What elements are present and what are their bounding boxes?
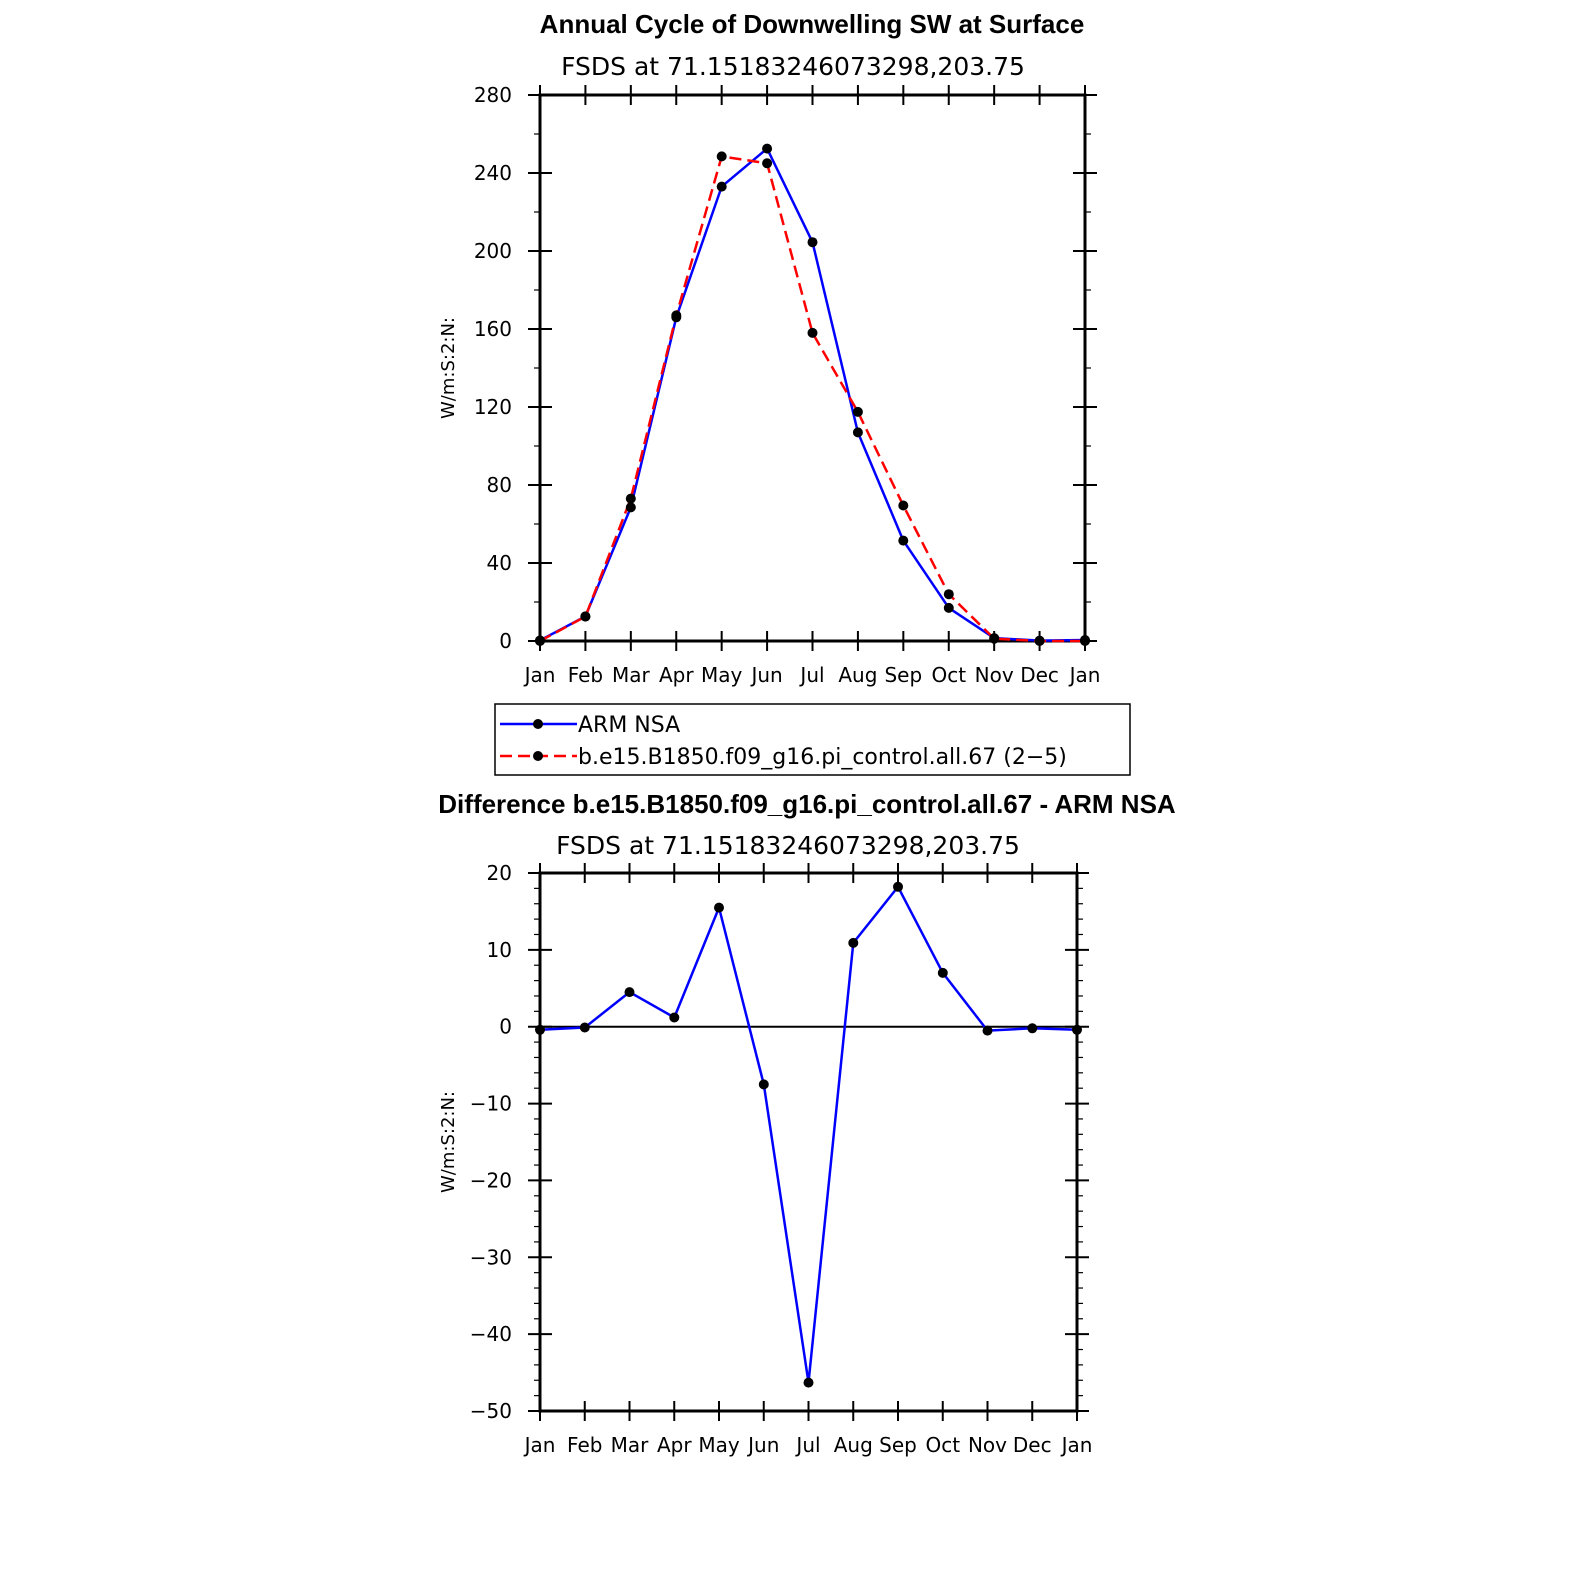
y-tick-label: 160 [473,317,512,341]
data-point [669,1013,679,1023]
y-tick-label: 20 [486,861,512,885]
x-tick-label: Mar [611,663,650,687]
x-tick-label: Dec [1020,663,1059,687]
y-tick-labels [474,83,512,653]
x-tick-label: Dec [1012,1433,1052,1457]
x-tick-label: Jun [748,1433,780,1457]
x-tick-label: Jan [1069,663,1101,687]
difference-chart [438,789,1176,1457]
y-tick-labels [470,861,512,1423]
x-tick-label: Feb [567,1433,603,1457]
data-point [626,494,636,504]
series-line-0 [540,887,1077,1383]
y-axis-label: W/m:S:2:N: [438,317,459,419]
data-point [714,903,724,913]
chart-subtitle: FSDS at 71.15183246073298,203.75 [561,52,1025,81]
data-point [944,603,954,613]
y-tick-label: −50 [469,1399,512,1423]
x-tick-label: Oct [931,663,967,687]
data-point [1027,1023,1037,1033]
x-tick-label: Apr [656,1433,692,1457]
y-tick-label: 0 [499,1014,512,1039]
y-tick-label: 240 [473,161,512,185]
x-tick-label: Sep [879,1433,917,1457]
data-point [848,938,858,948]
data-point [762,144,772,154]
data-point [625,987,635,997]
x-tick-label: Jul [800,663,825,687]
data-point [804,1378,814,1388]
data-point [898,536,908,546]
x-tick-label: Jul [796,1433,821,1457]
axis-ticks [528,863,1089,1421]
series-line-0 [540,149,1085,641]
plot-frame [540,95,1085,641]
data-point [717,151,727,161]
x-tick-labels [523,663,1101,687]
y-tick-label: 80 [486,473,512,497]
y-tick-label: 40 [486,551,512,575]
legend-marker [533,719,543,729]
legend-entry-model [500,745,1067,770]
x-tick-label: Aug [838,663,878,687]
data-point [535,636,545,646]
x-tick-label: Oct [925,1433,961,1457]
y-axis-label: W/m:S:2:N: [438,1091,459,1193]
x-tick-labels [523,1433,1093,1457]
data-point [762,158,772,168]
data-point [808,328,818,338]
data-point [853,427,863,437]
y-tick-label: −20 [469,1168,512,1193]
x-tick-label: Jan [1061,1433,1093,1457]
y-tick-label: 10 [486,937,512,962]
axis-ticks [528,85,1097,651]
annual-cycle-chart [438,9,1100,687]
x-tick-label: Feb [567,663,604,687]
y-tick-label: −40 [469,1322,512,1347]
x-tick-label: Jan [524,663,556,687]
data-point [626,502,636,512]
legend-marker [533,751,543,761]
x-tick-label: Sep [884,663,923,687]
data-point [1035,636,1045,646]
legend-label: ARM NSA [578,713,681,738]
data-point [898,501,908,511]
data-point [1080,636,1090,646]
data-point [893,882,903,892]
data-point [759,1079,769,1089]
data-point [989,634,999,644]
data-point [580,612,590,622]
data-point [983,1026,993,1036]
legend-label: b.e15.B1850.f09_g16.pi_control.all.67 (2−5) [578,745,1067,770]
x-tick-label: Nov [967,1433,1008,1457]
x-tick-label: Jan [524,1433,556,1457]
y-tick-label: 0 [499,629,512,653]
data-point [717,182,727,192]
series-line-1 [540,156,1085,641]
plot-frame [540,873,1077,1411]
y-tick-label: −10 [469,1091,512,1116]
x-tick-label: Jun [751,663,783,687]
y-tick-label: 280 [473,83,512,107]
chart-title: Annual Cycle of Downwelling SW at Surface [539,9,1085,39]
y-tick-label: 120 [473,395,512,419]
chart-subtitle: FSDS at 71.15183246073298,203.75 [556,831,1020,860]
data-series [535,882,1082,1388]
y-tick-label: 200 [473,239,512,263]
data-point [671,310,681,320]
chart-title: Difference b.e15.B1850.f09_g16.pi_control.all.67 - ARM NSA [438,789,1176,819]
x-tick-label: Mar [610,1433,649,1457]
data-point [938,968,948,978]
data-point [944,589,954,599]
data-point [808,237,818,247]
legend [495,704,1130,775]
x-tick-label: Nov [974,663,1014,687]
x-tick-label: Apr [658,663,694,687]
data-point [580,1023,590,1033]
data-point [535,1025,545,1035]
y-tick-label: −30 [469,1245,512,1270]
data-point [853,407,863,417]
x-tick-label: Aug [833,1433,873,1457]
data-point [1072,1025,1082,1035]
x-tick-label: May [700,663,743,687]
x-tick-label: May [698,1433,740,1457]
data-series [535,144,1090,646]
